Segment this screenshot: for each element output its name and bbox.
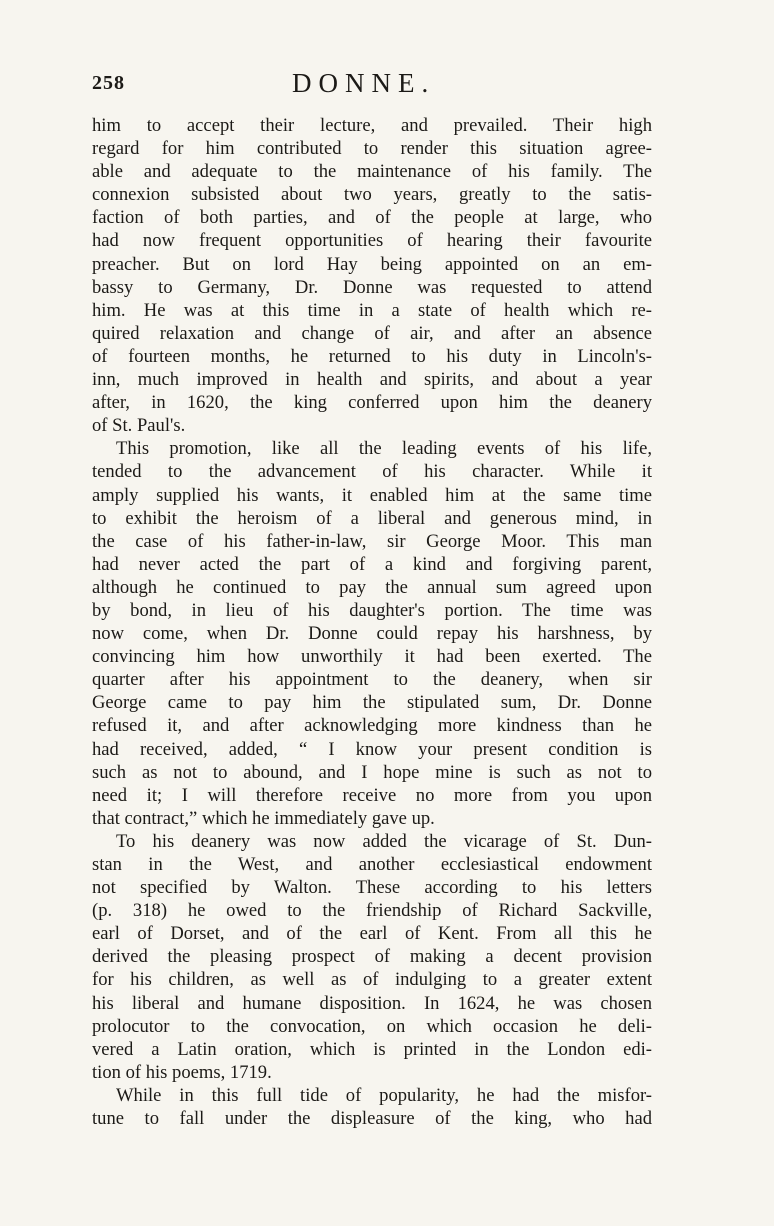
text-line: the case of his father-in-law, sir George Moor. This man [92, 530, 652, 552]
text-line: connexion subsisted about two years, greatly to the satis- [92, 184, 652, 206]
text-line: derived the pleasing prospect of making a decent provision [92, 946, 652, 968]
text-line: quarter after his appointment to the deanery, when sir [92, 669, 652, 691]
text-line: This promotion, like all the leading events of his life, [116, 438, 652, 460]
text-line: amply supplied his wants, it enabled him at the same time [92, 484, 652, 506]
text-line: to exhibit the heroism of a liberal and generous mind, in [92, 507, 652, 529]
text-line: by bond, in lieu of his daughter's portion. The time was [92, 599, 652, 621]
running-title: DONNE. [292, 68, 436, 98]
text-line: To his deanery was now added the vicarage of St. Dun- [116, 830, 652, 852]
text-line: While in this full tide of popularity, he had the misfor- [116, 1084, 652, 1106]
page-number: 258 [92, 72, 125, 94]
page-header [92, 68, 652, 106]
text-line: tended to the advancement of his character. While it [92, 461, 652, 483]
text-line: preacher. But on lord Hay being appointed on an em- [92, 253, 652, 275]
text-line: need it; I will therefore receive no more from you upon [92, 784, 652, 806]
text-line: had now frequent opportunities of hearing their favourite [92, 230, 652, 252]
text-line: not specified by Walton. These according to his letters [92, 877, 652, 899]
text-line: of fourteen months, he returned to his duty in Lincoln's- [92, 345, 652, 367]
text-line: tion of his poems, 1719. [92, 1061, 272, 1083]
text-line: regard for him contributed to render this situation agree- [92, 138, 652, 160]
text-line: had received, added, “ I know your present condition is [92, 738, 652, 760]
text-line: (p. 318) he owed to the friendship of Richard Sackville, [92, 900, 652, 922]
text-line: earl of Dorset, and of the earl of Kent. From all this he [92, 923, 652, 945]
text-line: had never acted the part of a kind and forgiving parent, [92, 553, 652, 575]
body-text [92, 114, 652, 1130]
text-line: inn, much improved in health and spirits, and about a year [92, 369, 652, 391]
text-line: his liberal and humane disposition. In 1624, he was chosen [92, 992, 652, 1014]
text-line: prolocutor to the convocation, on which occasion he deli- [92, 1015, 652, 1037]
text-line: tune to fall under the displeasure of the king, who had [92, 1108, 652, 1130]
text-line: convincing him how unworthily it had been exerted. The [92, 646, 652, 668]
text-line: of St. Paul's. [92, 415, 186, 437]
text-line: refused it, and after acknowledging more kindness than he [92, 715, 652, 737]
text-line: bassy to Germany, Dr. Donne was requested to attend [92, 276, 652, 298]
text-line: now come, when Dr. Donne could repay his harshness, by [92, 623, 652, 645]
text-line: faction of both parties, and of the people at large, who [92, 207, 652, 229]
text-line: although he continued to pay the annual sum agreed upon [92, 576, 652, 598]
text-line: George came to pay him the stipulated sum, Dr. Donne [92, 692, 652, 714]
text-line: quired relaxation and change of air, and after an absence [92, 322, 652, 344]
text-line: that contract,” which he immediately gave up. [92, 807, 435, 829]
text-line: stan in the West, and another ecclesiastical endowment [92, 854, 652, 875]
text-line: able and adequate to the maintenance of his family. The [92, 161, 652, 183]
text-line: after, in 1620, the king conferred upon him the deanery [92, 392, 652, 414]
text-line: him to accept their lecture, and prevailed. Their high [92, 115, 652, 136]
text-line: for his children, as well as of indulging to a greater extent [92, 969, 652, 991]
text-line: vered a Latin oration, which is printed in the London edi- [92, 1038, 652, 1060]
text-line: him. He was at this time in a state of health which re- [92, 299, 652, 321]
text-line: such as not to abound, and I hope mine is such as not to [92, 761, 652, 783]
